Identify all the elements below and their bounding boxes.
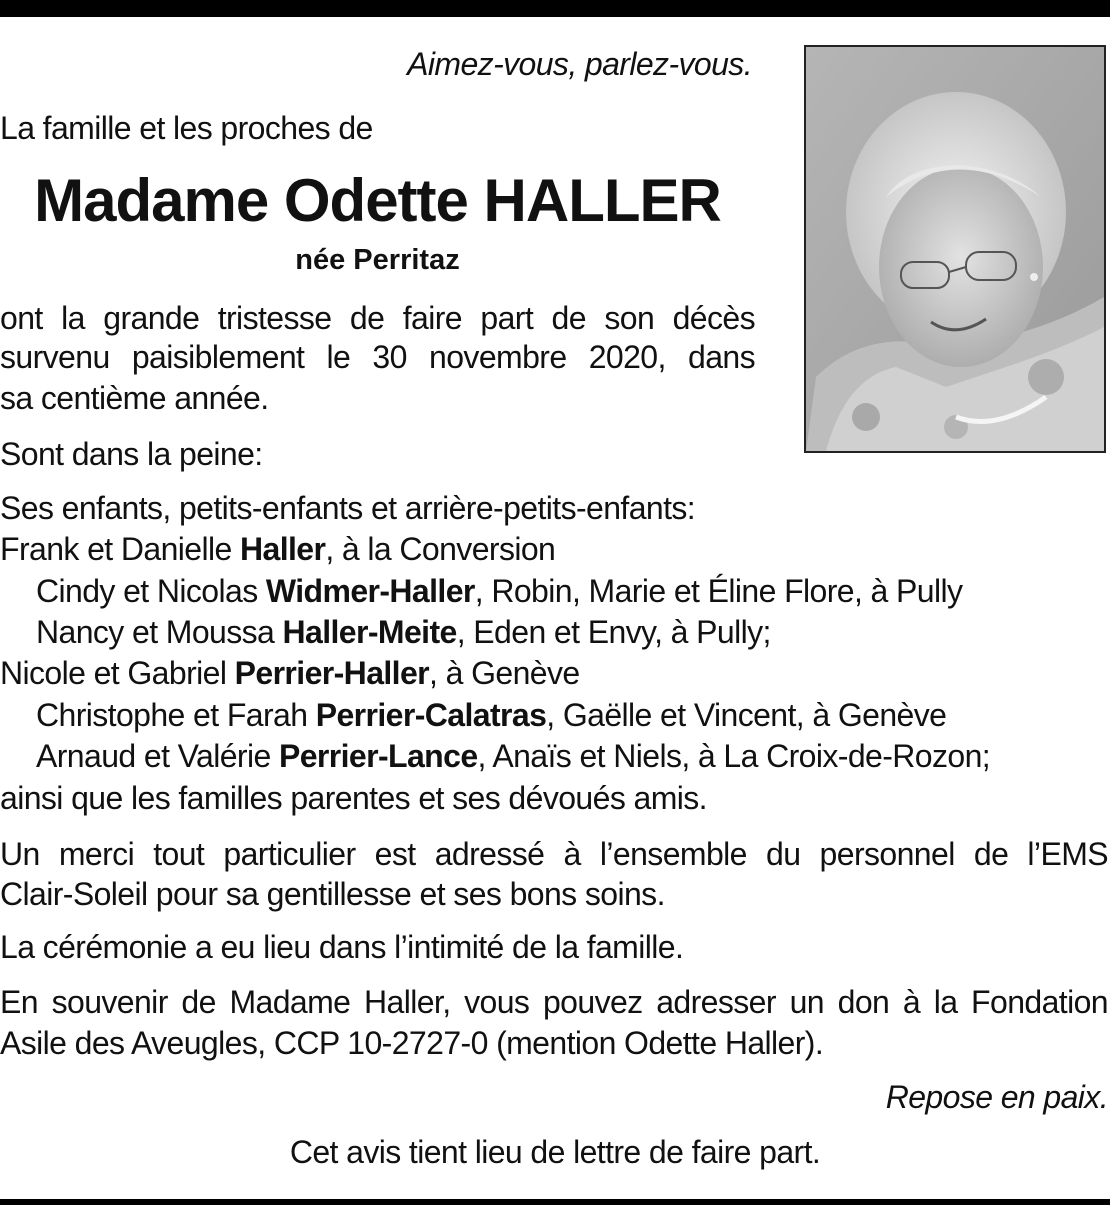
thanks-line: Un merci tout particulier est adressé à l’ensemble du personnel de l’EMS bbox=[0, 836, 1108, 872]
donation-line: Asile des Aveugles, CCP 10-2727-0 (mention Odette Haller). bbox=[0, 1025, 824, 1061]
family-surname: Perrier-Calatras bbox=[315, 697, 547, 733]
family-line-post: , Eden et Envy, à Pully; bbox=[456, 614, 771, 650]
family-closing: ainsi que les familles parentes et ses dévoués amis. bbox=[0, 780, 707, 816]
announcement-line: survenu paisiblement le 30 novembre 2020, dans bbox=[0, 339, 755, 375]
family-line bbox=[36, 612, 771, 652]
family-line-post: , Gaëlle et Vincent, à Genève bbox=[546, 697, 947, 733]
intro-line: La famille et les proches de bbox=[0, 110, 373, 146]
family-line-pre: Nicole et Gabriel bbox=[0, 655, 235, 691]
deceased-name: Madame Odette HALLER bbox=[34, 167, 721, 234]
family-line-pre: Frank et Danielle bbox=[0, 531, 240, 567]
family-line-post: , à la Conversion bbox=[325, 531, 556, 567]
family-line bbox=[36, 571, 962, 611]
family-line-pre: Christophe et Farah bbox=[36, 697, 316, 733]
bottom-rule bbox=[0, 1199, 1110, 1205]
donation-line: En souvenir de Madame Haller, vous pouvez adresser un don à la Fondation bbox=[0, 984, 1108, 1020]
family-heading: Ses enfants, petits-enfants et arrière-petits-enfants: bbox=[0, 490, 696, 526]
notice-line: Cet avis tient lieu de lettre de faire part. bbox=[289, 1134, 821, 1170]
family-line bbox=[0, 529, 555, 569]
family-line-pre: Nancy et Moussa bbox=[36, 614, 283, 650]
family-line-post: , Robin, Marie et Éline Flore, à Pully bbox=[474, 573, 963, 609]
family-surname: Widmer-Haller bbox=[265, 573, 475, 609]
family-line bbox=[0, 653, 580, 693]
family-surname: Haller-Meite bbox=[282, 614, 457, 650]
top-rule bbox=[0, 0, 1110, 17]
family-line-post: , à Genève bbox=[429, 655, 580, 691]
portrait-photo-icon bbox=[806, 47, 1104, 451]
announcement-line: sa centième année. bbox=[0, 380, 269, 416]
family-line bbox=[36, 736, 990, 776]
family-line-pre: Arnaud et Valérie bbox=[36, 738, 279, 774]
portrait-photo bbox=[804, 45, 1106, 453]
announcement-line: ont la grande tristesse de faire part de son décès bbox=[0, 300, 755, 336]
family-surname: Haller bbox=[239, 531, 326, 567]
thanks-line: Clair-Soleil pour sa gentillesse et ses bons soins. bbox=[0, 876, 665, 912]
family-line bbox=[36, 695, 946, 735]
mourners-heading: Sont dans la peine: bbox=[0, 436, 263, 472]
family-line-pre: Cindy et Nicolas bbox=[36, 573, 266, 609]
family-surname: Perrier-Lance bbox=[278, 738, 478, 774]
family-line-post: , Anaïs et Niels, à La Croix-de-Rozon; bbox=[477, 738, 991, 774]
family-surname: Perrier-Haller bbox=[234, 655, 430, 691]
closing-phrase: Repose en paix. bbox=[885, 1079, 1108, 1115]
ceremony-line: La cérémonie a eu lieu dans l’intimité de la famille. bbox=[0, 929, 684, 965]
epigraph: Aimez-vous, parlez-vous. bbox=[407, 46, 752, 82]
maiden-name: née Perritaz bbox=[295, 244, 460, 276]
